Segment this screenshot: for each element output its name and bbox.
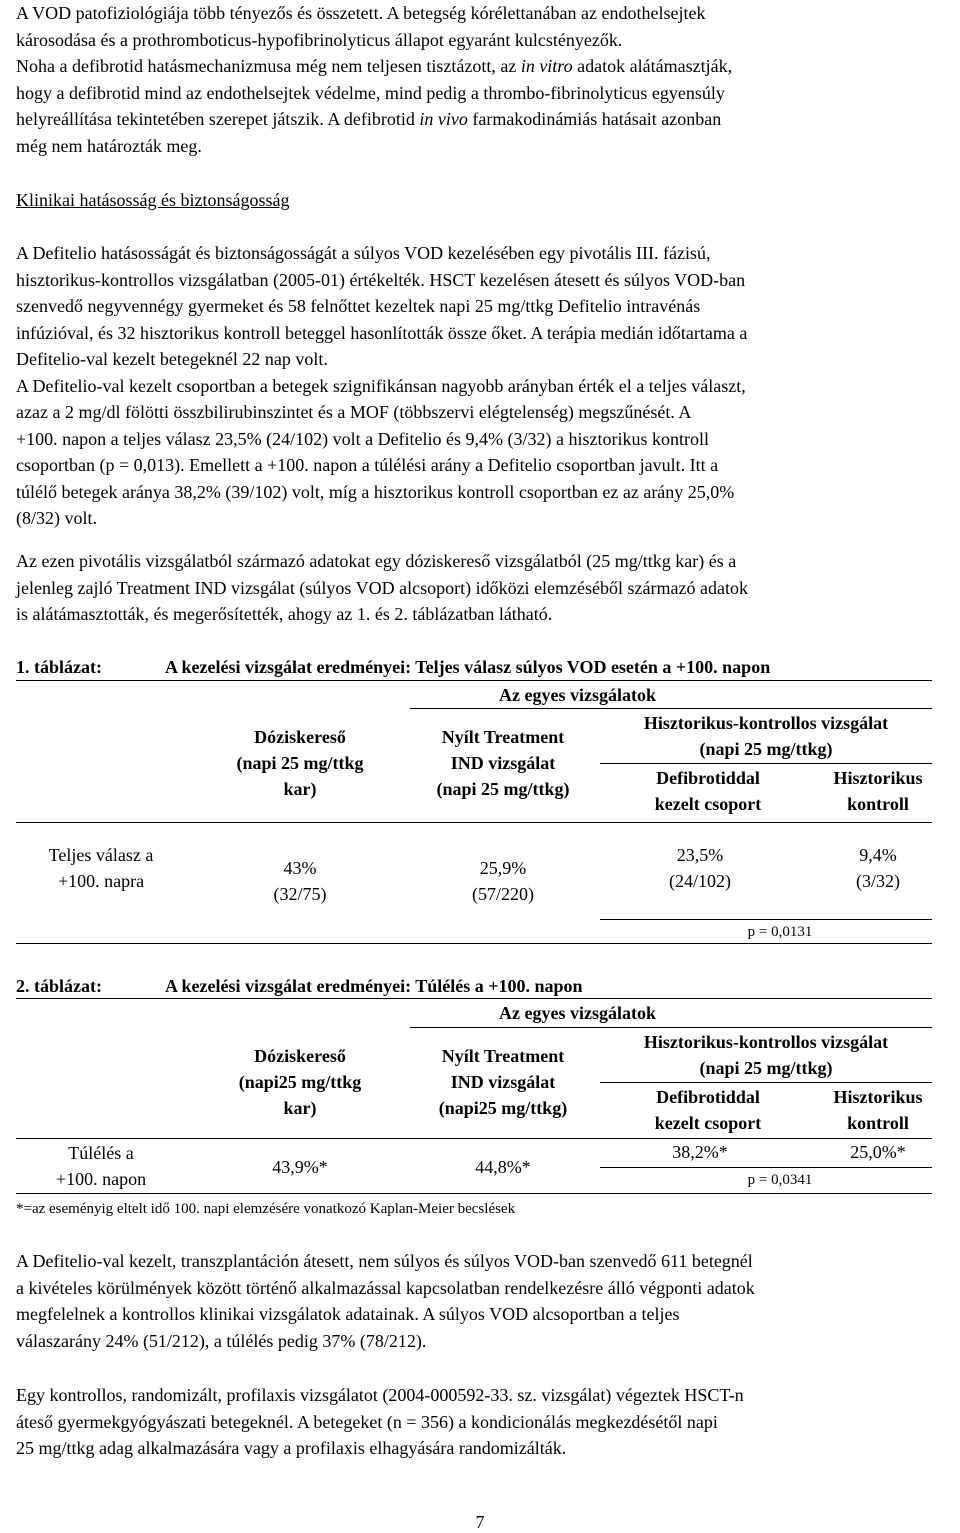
table-1-ind-header [408,724,598,802]
table-1-cell-ctrl [808,842,948,894]
cell-line: (24/102) [669,871,731,891]
text-line: A Defitelio hatásosságát és biztonságosságát a súlyos VOD kezelésében egy pivotális III. fázisú, [16,243,711,263]
text-line: Egy kontrollos, randomizált, profilaxis vizsgálatot (2004-000592-33. sz. vizsgálat) végeztek HSCT-n [16,1385,744,1405]
table-1-row-label [16,842,186,894]
table-2-dose-header [200,1043,400,1121]
text-line: túlélő betegek aránya 38,2% (39/102) volt, míg a hisztorikus kontroll csoportban ez az arány 25,0% [16,481,735,502]
cell-line: (3/32) [856,871,900,891]
paragraph-supporting-data [16,548,946,628]
table-2-title: A kezelési vizsgálat eredményei: Túlélés a +100. napon [165,976,583,996]
header-line: Hisztorikus [833,1087,923,1107]
text-line: szenvedő negyvennégy gyermeket és 58 felnőttet kezeltek napi 25 mg/ttkg Defitelio intravénás [16,296,701,316]
table-2-hist-header [600,1029,932,1081]
table-1-cell-dose [200,855,400,907]
header-line: (napi 25 mg/ttkg) [436,779,570,799]
table-rule [600,763,932,764]
header-line: kar) [283,1098,317,1118]
header-line: Defibrotiddal [656,1087,760,1107]
row-label-line: Teljes válasz a [48,845,154,865]
row-label-line: Túlélés a [68,1143,134,1163]
table-rule [600,919,932,920]
row-label-line: +100. napra [57,871,145,891]
cell-line: (32/75) [273,884,327,904]
header-line: (napi25 mg/ttkg [238,1072,362,1092]
table-rule [410,708,932,709]
header-line: IND vizsgálat [450,753,556,773]
table-2-cell-ind: 44,8%* [475,1157,531,1177]
text-line: jelenleg zajló Treatment IND vizsgálat (súlyos VOD alcsoport) időközi elemzéséből származó adatok [16,577,748,598]
table-rule [16,822,932,823]
text-line: A Defitelio-val kezelt, transzplantáción átesett, nem súlyos és súlyos VOD-ban szenvedő 611 betegnél [16,1251,753,1271]
table-2-footnote: *=az eseményig eltelt idő 100. napi elemzésére vonatkozó Kaplan-Meier becslések [16,1201,516,1217]
cell-line: 25,9% [479,858,527,878]
header-line: kezelt csoport [654,1113,762,1133]
header-line: Hisztorikus [833,768,923,788]
header-line: kontroll [847,794,909,814]
header-line: Nyílt Treatment [441,727,565,747]
table-rule [600,1082,932,1083]
paragraph-clinical-efficacy [16,240,946,532]
text-span: Noha a defibrotid hatásmechanizmusa még nem teljesen tisztázott, az [16,56,521,76]
text-line: A Defitelio-val kezelt csoportban a betegek szignifikánsan nagyobb arányban érték el a teljes választ, [16,375,746,396]
table-rule [16,1193,932,1194]
text-line: Defitelio-val kezelt betegeknél 22 nap volt. [16,349,328,369]
text-line: Az ezen pivotális vizsgálatból származó adatokat egy dóziskereső vizsgálatból (25 mg/ttkg kar) és a [16,551,737,571]
section-heading: Klinikai hatásosság és biztonságosság [16,190,290,210]
header-line: Dóziskereső [254,1046,346,1066]
text-line [16,106,946,133]
text-line: hogy a defibrotid mind az endothelsejtek védelme, mind pedig a thrombo-fibrinolyticus egyensúly [16,82,725,103]
table-2-defib-header [608,1084,808,1136]
table-1-ctrl-header [808,765,948,817]
cell-line: 9,4% [859,845,897,865]
paragraph-exceptional-use [16,1248,946,1354]
table-2-p-value: p = 0,0341 [747,1172,813,1188]
header-line: Hisztorikus-kontrollos vizsgálat [643,1032,889,1052]
cell-line: 43% [283,858,317,878]
text-line: válaszarány 24% (51/212), a túlélés pedig 37% (78/212). [16,1330,427,1351]
table-1-dose-header [200,724,400,802]
paragraph-prophylaxis-study [16,1382,946,1462]
header-line: Hisztorikus-kontrollos vizsgálat [643,713,889,733]
text-line: a kivételes körülmények között történő alkalmazással kapcsolatban rendelkezésre álló végponti adatok [16,1277,755,1298]
table-1-cell-ind [408,855,598,907]
table-1-p-value: p = 0,0131 [747,924,813,940]
table-rule [16,680,932,681]
row-label-line: +100. napon [55,1169,147,1189]
table-rule [410,1027,932,1028]
cell-line: (57/220) [472,884,534,904]
table-2-row-label [16,1140,186,1192]
table-1-cell-defib [600,842,800,894]
text-line: hisztorikus-kontrollos vizsgálatban (2005-01) értékelték. HSCT kezelésen átesett és súlyos VOD-ban [16,269,746,290]
text-line: csoportban (p = 0,013). Emellett a +100. napon a túlélési arány a Defitelio csoportban javult. Itt a [16,455,719,475]
header-line: kezelt csoport [654,794,762,814]
header-line: (napi 25 mg/ttkg [236,753,364,773]
text-line: megfelelnek a kontrollos klinikai vizsgálatok adatainak. A súlyos VOD alcsoportban a teljes [16,1304,680,1324]
text-span: farmakodinámiás hatásait azonban [467,109,722,129]
page-number: 7 [475,1512,485,1532]
text-span: adatok alátámasztják, [572,56,733,76]
paragraph-pathophysiology [16,0,946,53]
table-2-ctrl-header [808,1084,948,1136]
italic-term: in vitro [520,56,573,76]
text-line: még nem határozták meg. [16,135,202,156]
table-1-defib-header [608,765,808,817]
table-rule [16,943,932,944]
table-1-title: A kezelési vizsgálat eredményei: Teljes válasz súlyos VOD esetén a +100. napon [165,657,771,677]
table-1-group-header: Az egyes vizsgálatok [499,685,656,705]
table-1-label: 1. táblázat: [16,657,102,677]
italic-term: in vivo [419,109,468,129]
cell-line: 23,5% [676,845,724,865]
table-1-hist-header [600,710,932,762]
text-line: is alátámasztották, és megerősítették, ahogy az 1. és 2. táblázatban látható. [16,604,553,624]
text-line: 25 mg/ttkg adag alkalmazására vagy a profilaxis elhagyására randomizálták. [16,1438,567,1458]
text-line: károsodása és a prothromboticus-hypofibrinolyticus állapot egyaránt kulcstényezők. [16,29,623,50]
text-line: azaz a 2 mg/dl fölötti összbilirubinszintet és a MOF (többszervi elégtelenség) megszűnését. A [16,402,692,422]
header-line: (napi25 mg/ttkg) [438,1098,568,1118]
table-2-label: 2. táblázat: [16,976,102,996]
table-2-cell-ctrl: 25,0%* [850,1142,906,1162]
text-line: A VOD patofiziológiája több tényezős és összetett. A betegség kórélettanában az endothelsejtek [16,3,706,23]
header-line: IND vizsgálat [450,1072,556,1092]
text-line: infúzióval, és 32 hisztorikus kontroll beteggel hasonlították össze őket. A terápia medián időtartama a [16,322,748,343]
table-2-cell-defib: 38,2%* [672,1142,728,1162]
text-line [16,53,946,80]
text-span: helyreállítása tekintetében szerepet játszik. A defibrotid [16,109,420,129]
header-line: kar) [283,779,317,799]
header-line: Defibrotiddal [656,768,760,788]
header-line: (napi 25 mg/ttkg) [699,1058,833,1078]
header-line: (napi 25 mg/ttkg) [699,739,833,759]
paragraph-mechanism [16,53,946,159]
text-line: áteső gyermekgyógyászati betegeknél. A betegeket (n = 356) a kondicionálás megkezdésétől napi [16,1411,718,1432]
text-line: (8/32) volt. [16,508,97,528]
header-line: Dóziskereső [254,727,346,747]
table-2-group-header: Az egyes vizsgálatok [499,1003,656,1023]
table-rule [16,998,932,999]
table-2-cell-dose: 43,9%* [272,1157,328,1177]
header-line: Nyílt Treatment [441,1046,565,1066]
table-rule [600,1167,932,1168]
text-line: +100. napon a teljes válasz 23,5% (24/102) volt a Defitelio és 9,4% (3/32) a hisztorikus kontroll [16,428,709,449]
table-2-ind-header [408,1043,598,1121]
header-line: kontroll [847,1113,909,1133]
